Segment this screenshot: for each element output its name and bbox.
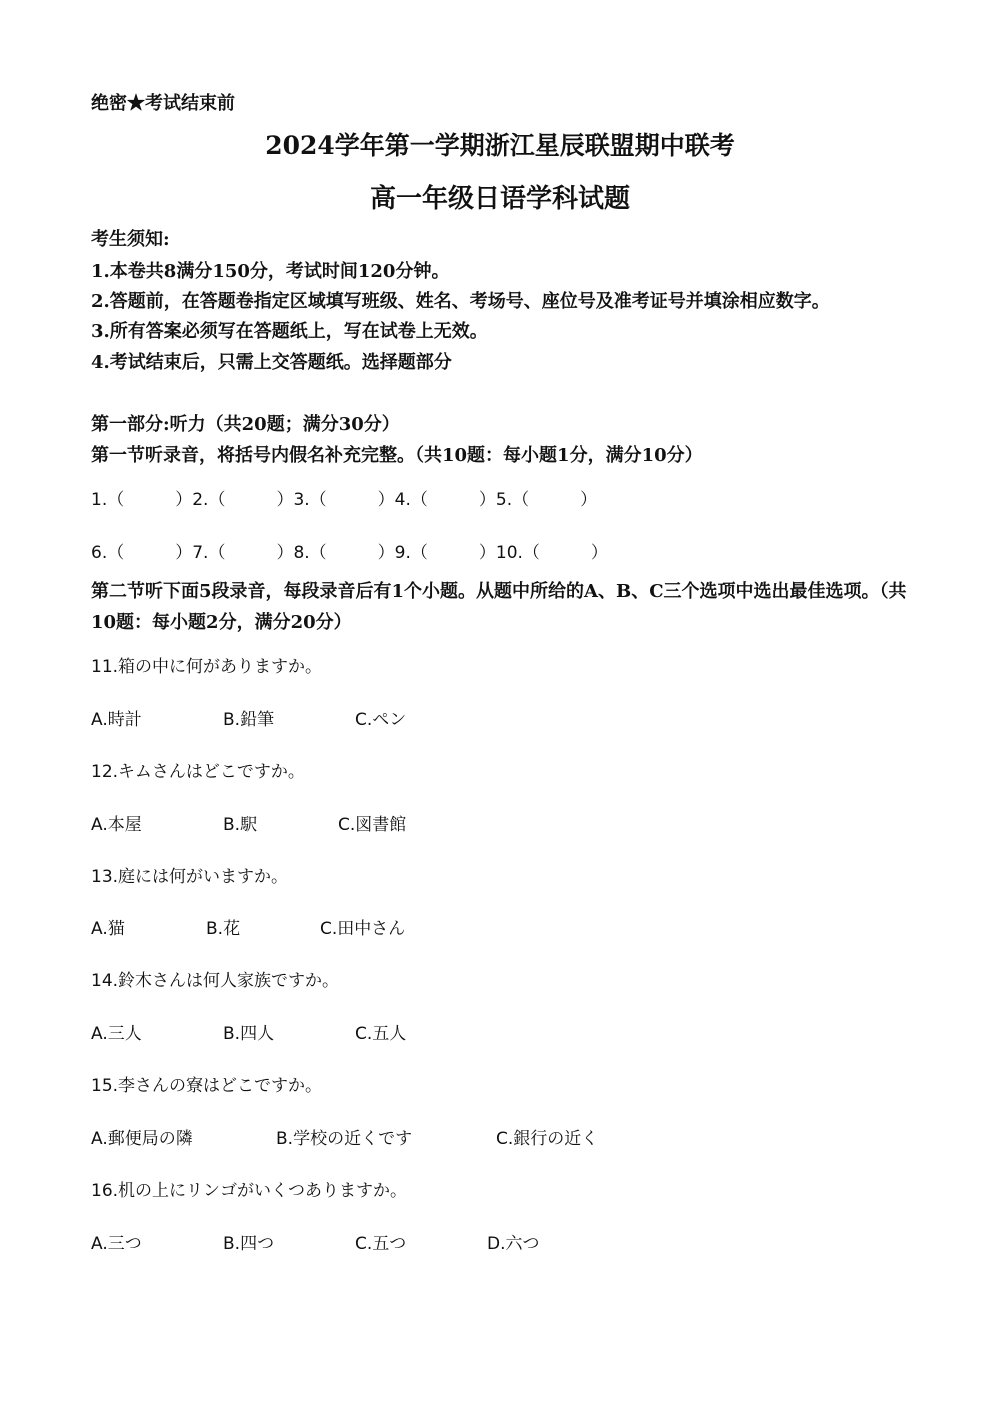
question-16: 16.机の上にリンゴがいくつありますか。 — [91, 1181, 408, 1201]
q13-option-c: C.田中さん — [320, 919, 406, 939]
q16-option-c: C.五つ — [355, 1234, 407, 1254]
q16-option-b: B.四つ — [223, 1234, 275, 1254]
notice-item-3: 3.所有答案必须写在答题纸上，写在试卷上无效。 — [91, 321, 488, 342]
q12-option-b: B.駅 — [223, 815, 258, 835]
q11-option-b: B.鉛筆 — [223, 710, 275, 730]
q11-option-a: A.時計 — [91, 710, 142, 730]
question-11: 11.箱の中に何がありますか。 — [91, 657, 323, 677]
exam-title: 2024学年第一学期浙江星辰联盟期中联考 — [265, 131, 735, 160]
blank-row-2: 6.（ ）7.（ ）8.（ ）9.（ ）10.（ ） — [91, 543, 608, 563]
notice-item-2: 2.答题前，在答题卷指定区域填写班级、姓名、考场号、座位号及准考证号并填涂相应数字。 — [91, 291, 830, 312]
exam-subtitle: 高一年级日语学科试题 — [369, 184, 630, 214]
question-14: 14.鈴木さんは何人家族ですか。 — [91, 971, 340, 991]
q13-option-a: A.猫 — [91, 919, 125, 939]
notice-item-1: 1.本卷共8满分150分，考试时间120分钟。 — [91, 261, 450, 282]
q15-option-a: A.郵便局の隣 — [91, 1129, 193, 1149]
section2-title: 第二节听下面5段录音，每段录音后有1个小题。从题中所给的A、B、C三个选项中选出最佳选项。（共10题：每小题2分，满分20分） — [91, 581, 907, 633]
q13-option-b: B.花 — [206, 919, 241, 939]
q14-option-b: B.四人 — [223, 1024, 275, 1044]
blank-row-1: 1.（ ）2.（ ）3.（ ）4.（ ）5.（ ） — [91, 490, 598, 510]
part1-title: 第一部分:听力（共20题；满分30分） — [91, 414, 400, 435]
question-15: 15.李さんの寮はどこですか。 — [91, 1076, 323, 1096]
q15-option-b: B.学校の近くです — [276, 1129, 413, 1149]
notice-item-4: 4.考试结束后，只需上交答题纸。选择题部分 — [91, 352, 452, 373]
question-12: 12.キムさんはどこですか。 — [91, 762, 305, 782]
q15-option-c: C.銀行の近く — [496, 1129, 599, 1149]
section1-title: 第一节听录音，将括号内假名补充完整。（共10题：每小题1分，满分10分） — [91, 445, 703, 466]
confidential-mark: 绝密★考试结束前 — [91, 93, 235, 114]
notice-heading: 考生须知: — [91, 229, 170, 250]
q14-option-a: A.三人 — [91, 1024, 142, 1044]
q16-option-a: A.三つ — [91, 1234, 142, 1254]
q12-option-a: A.本屋 — [91, 815, 142, 835]
question-13: 13.庭には何がいますか。 — [91, 867, 289, 887]
q12-option-c: C.図書館 — [338, 815, 407, 835]
q11-option-c: C.ペン — [355, 710, 407, 730]
q16-option-d: D.六つ — [487, 1234, 540, 1254]
q14-option-c: C.五人 — [355, 1024, 407, 1044]
